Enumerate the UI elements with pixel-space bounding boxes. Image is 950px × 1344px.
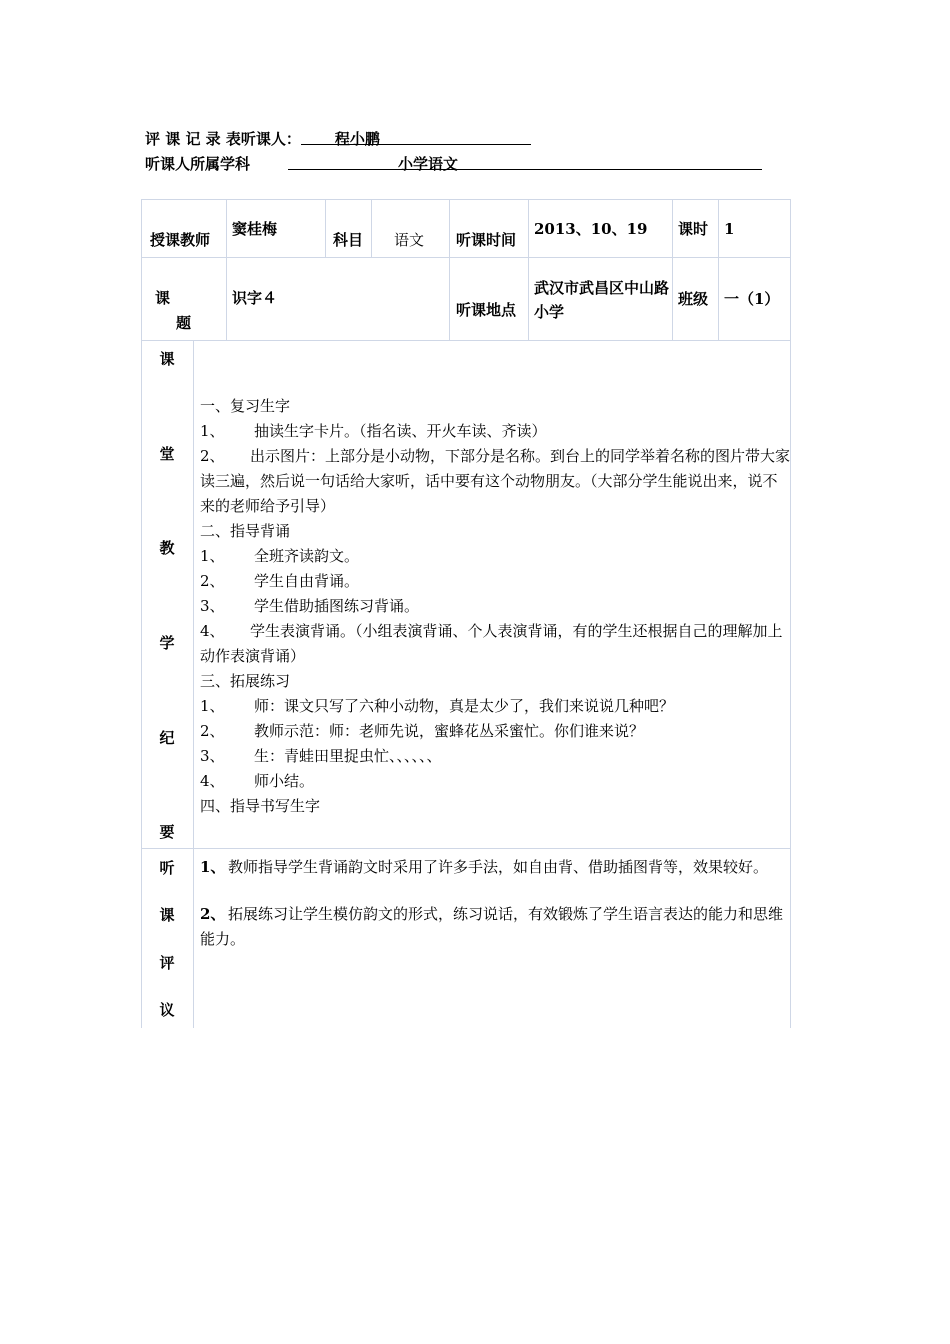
section-heading: 四、指导书写生字 xyxy=(200,797,321,815)
teaching-label-char: 课 xyxy=(159,350,175,368)
teaching-label-char: 堂 xyxy=(159,445,175,463)
review-content xyxy=(200,855,790,952)
teaching-label-char: 要 xyxy=(159,823,175,841)
period-label: 课时 xyxy=(678,220,709,238)
list-item: 4、 师小结。 xyxy=(200,772,315,790)
list-item: 4、 学生表演背诵。（小组表演背诵、个人表演背诵，有的学生还根据自己的理解加上动作表演背诵） xyxy=(200,622,783,665)
review-item: 1、 教师指导学生背诵韵文时采用了许多手法，如自由背、借助插图背等，效果较好。 xyxy=(200,858,769,876)
period-value: 1 xyxy=(724,220,735,238)
teaching-label-char: 纪 xyxy=(159,729,175,747)
course-value: 语文 xyxy=(394,231,425,249)
time-label: 听课时间 xyxy=(456,231,517,249)
time-value: 2013、10、19 xyxy=(534,220,648,238)
topic-label-2: 题 xyxy=(176,314,192,332)
subject-value: 小学语文 xyxy=(398,155,459,173)
course-label: 科目 xyxy=(333,231,364,249)
review-label-char: 议 xyxy=(159,1001,175,1019)
subject-label: 听课人所属学科 xyxy=(145,155,251,173)
form-title: 评 课 记 录 表听课人： xyxy=(145,130,301,148)
review-label-char: 听 xyxy=(159,859,175,877)
list-item: 3、 生：青蛙田里捉虫忙、、、、、、 xyxy=(200,747,442,765)
place-value: 武汉市武昌区中山路小学 xyxy=(534,279,670,321)
teaching-label-char: 教 xyxy=(159,539,175,557)
class-label: 班级 xyxy=(678,290,709,308)
list-item: 1、 师：课文只写了六种小动物，真是太少了，我们来说说几种吧？ xyxy=(200,697,675,715)
review-label-char: 课 xyxy=(159,906,175,924)
topic-label-1: 课 xyxy=(155,289,171,307)
list-item: 2、 出示图片：上部分是小动物，下部分是名称。到台上的同学举着名称的图片带大家读三遍，然后说一句话给大家听，话中要有这个动物朋友。（大部分学生能说出来，说不来的老师给予引导） xyxy=(200,447,791,515)
place-label: 听课地点 xyxy=(456,301,517,319)
section-heading: 一、复习生字 xyxy=(200,397,291,415)
teaching-label-char: 学 xyxy=(159,634,175,652)
list-item: 1、 抽读生字卡片。（指名读、开火车读、齐读） xyxy=(200,422,547,440)
teacher-value: 窦桂梅 xyxy=(232,220,278,238)
listener-name: 程小鹏 xyxy=(334,130,380,148)
class-value: 一（1） xyxy=(724,290,780,308)
topic-value: 识字４ xyxy=(232,289,278,307)
teacher-label: 授课教师 xyxy=(150,231,211,249)
list-item: 1、 全班齐读韵文。 xyxy=(200,547,360,565)
teaching-content xyxy=(200,394,790,819)
section-heading: 二、指导背诵 xyxy=(200,522,291,540)
list-item: 2、 学生自由背诵。 xyxy=(200,572,360,590)
review-item: 2、 拓展练习让学生模仿韵文的形式，练习说话，有效锻炼了学生语言表达的能力和思维能力。 xyxy=(200,905,784,948)
section-heading: 三、拓展练习 xyxy=(200,672,291,690)
list-item: 3、 学生借助插图练习背诵。 xyxy=(200,597,420,615)
review-label-char: 评 xyxy=(159,954,175,972)
list-item: 2、 教师示范：师：老师先说，蜜蜂花丛采蜜忙。你们谁来说？ xyxy=(200,722,645,740)
